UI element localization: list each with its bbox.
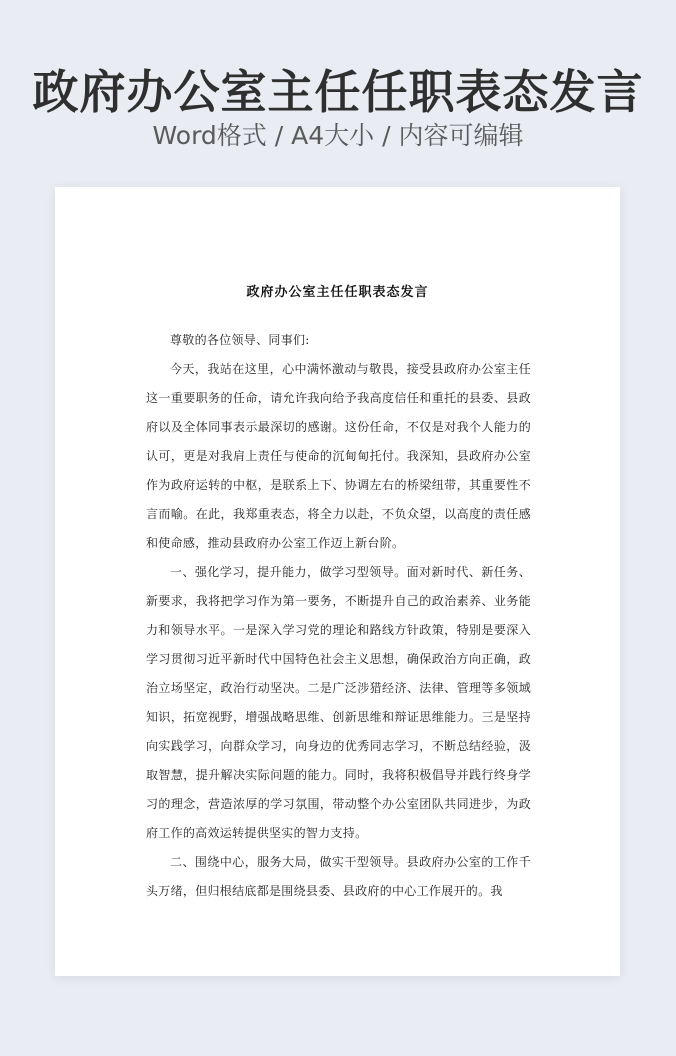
document-paragraph-intro: 今天，我站在这里，心中满怀激动与敬畏，接受县政府办公室主任这一重要职务的任命，请允许我向给予我高度信任和重托的县委、县政府以及全体同事表示最深切的感谢。这份任命，不仅是对我个人能力的认可，更是对我肩上责任与使命的沉甸甸托付。我深知，县政府办公室作为政府运转的中枢，是联系上下、协调左右的桥梁纽带，其重要性不言而喻。在此，我郑重表态，将全力以赴，不负众望，以高度的责任感和使命感，推动县政府办公室工作迈上新台阶。 xyxy=(146,362,531,550)
document-page-preview xyxy=(55,187,620,976)
document-salutation: 尊敬的各位领导、同事们: xyxy=(170,333,310,347)
banner-subtitle: Word格式 / A4大小 / 内容可编辑 xyxy=(152,121,524,150)
banner-title: 政府办公室主任任职表态发言 xyxy=(32,65,644,119)
document-paragraph-section-1: 一、强化学习，提升能力，做学习型领导。面对新时代、新任务、新要求，我将把学习作为第一要务，不断提升自己的政治素养、业务能力和领导水平。一是深入学习党的理论和路线方针政策，特别是要深入学习贯彻习近平新时代中国特色社会主义思想，确保政治方向正确，政治立场坚定，政治行动坚决。二是广泛涉猎经济、法律、管理等多领域知识，拓宽视野，增强战略思维、创新思维和辩证思维能力。三是坚持向实践学习，向群众学习，向身边的优秀同志学习，不断总结经验，汲取智慧，提升解决实际问题的能力。同时，我将积极倡导并践行终身学习的理念，营造浓厚的学习氛围，带动整个办公室团队共同进步，为政府工作的高效运转提供坚实的智力支持。 xyxy=(146,565,531,840)
document-body xyxy=(146,327,531,906)
document-title: 政府办公室主任任职表态发言 xyxy=(246,285,429,300)
document-paragraph-section-2: 二、围绕中心，服务大局，做实干型领导。县政府办公室的工作千头万绪，但归根结底都是围绕县委、县政府的中心工作展开的。我 xyxy=(146,855,531,898)
